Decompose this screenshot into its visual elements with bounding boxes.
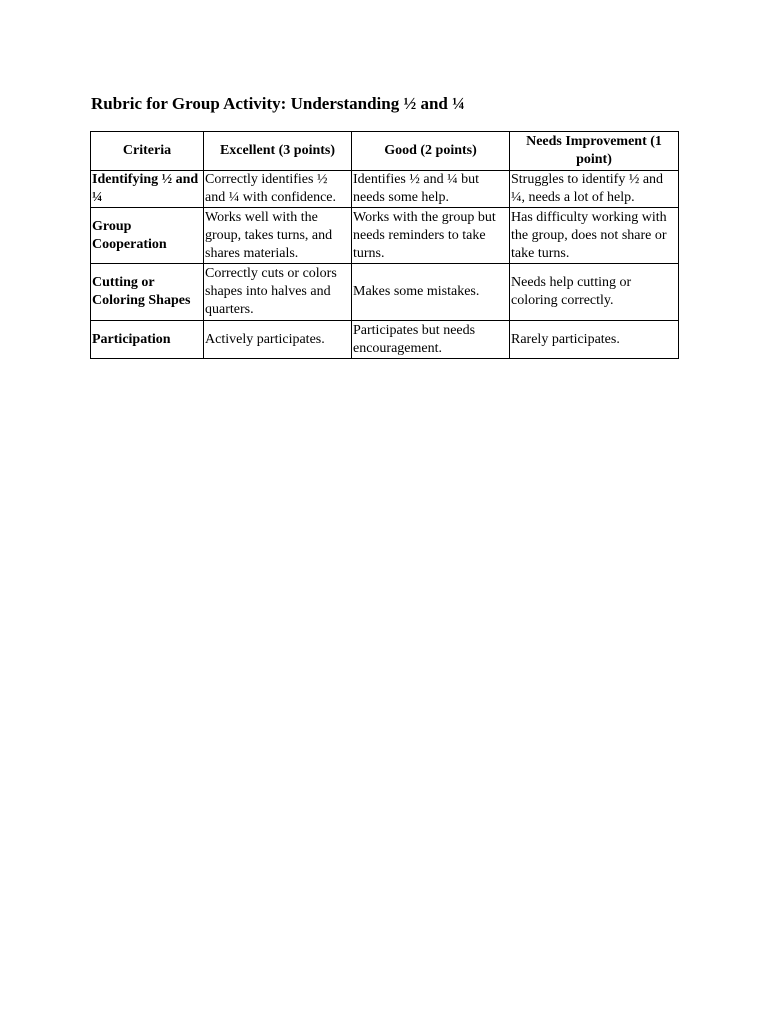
header-good: Good (2 points) [352,132,510,171]
table-row [91,171,679,208]
header-needs-improvement: Needs Improvement (1 point) [510,132,679,171]
criteria-cell: Identifying ½ and ¼ [91,171,204,208]
header-excellent: Excellent (3 points) [204,132,352,171]
criteria-cell: Cutting or Coloring Shapes [91,264,204,321]
good-cell: Makes some mistakes. [352,264,510,321]
rubric-header [91,132,679,171]
excellent-cell: Correctly identifies ½ and ¼ with confidence. [204,171,352,208]
criteria-cell: Participation [91,321,204,359]
rubric-body [91,171,679,359]
header-criteria: Criteria [91,132,204,171]
good-cell: Participates but needs encouragement. [352,321,510,359]
header-row [91,132,679,171]
excellent-cell: Actively participates. [204,321,352,359]
needs-improvement-cell: Struggles to identify ½ and ¼, needs a lot of help. [510,171,679,208]
table-row [91,321,679,359]
excellent-cell: Works well with the group, takes turns, and shares materials. [204,208,352,264]
needs-improvement-cell: Needs help cutting or coloring correctly. [510,264,679,321]
needs-improvement-cell: Rarely participates. [510,321,679,359]
good-cell: Identifies ½ and ¼ but needs some help. [352,171,510,208]
rubric-table [90,131,679,359]
needs-improvement-cell: Has difficulty working with the group, does not share or take turns. [510,208,679,264]
criteria-cell: Group Cooperation [91,208,204,264]
document-title: Rubric for Group Activity: Understanding ½ and ¼ [91,94,465,113]
table-row [91,264,679,321]
table-row [91,208,679,264]
good-cell: Works with the group but needs reminders to take turns. [352,208,510,264]
excellent-cell: Correctly cuts or colors shapes into halves and quarters. [204,264,352,321]
